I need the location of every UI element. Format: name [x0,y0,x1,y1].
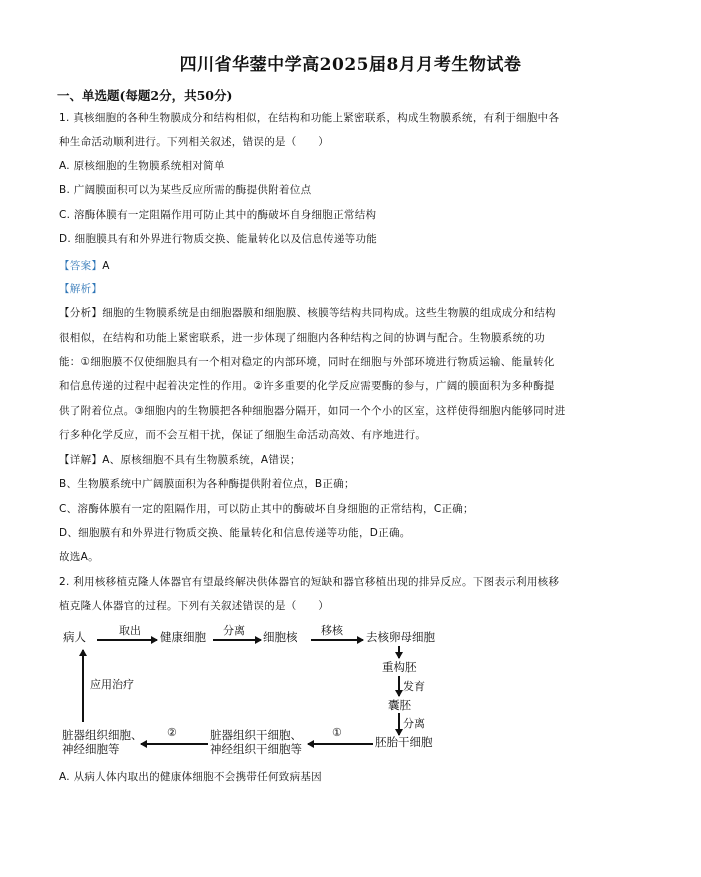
label-develop: 发育 [403,680,425,693]
arrow-step1 [308,743,373,745]
arrow-take-out [97,639,157,641]
arrow-transfer [311,639,363,641]
node-patient: 病人 [63,630,86,644]
node-organ-stem-cell: 脏器组织干细胞、 神经组织干细胞等 [210,728,302,756]
q1-option-d: D. 细胞膜具有和外界进行物质交换、能量转化以及信息传递等功能 [59,233,378,245]
label-step1: ① [332,726,342,739]
node-embryonic-stem-cell: 胚胎干细胞 [375,735,433,749]
label-step2: ② [167,726,177,739]
node-nucleus: 细胞核 [263,630,298,644]
analysis-line: 【分析】细胞的生物膜系统是由细胞器膜和细胞膜、核膜等结构共同构成。这些生物膜的组成成分和结构 [59,307,556,319]
arrow-develop [398,676,400,696]
cloning-flow-diagram [55,618,455,758]
q2-stem-line1: 2. 利用核移植克隆人体器官有望最终解决供体器官的短缺和器官移植出现的排异反应。下图表示利用核移 [59,576,560,588]
q1-option-b: B. 广阔膜面积可以为某些反应所需的酶提供附着位点 [59,184,312,196]
detail-line: B、生物膜系统中广阔膜面积为各种酶提供附着位点，B正确； [59,478,355,490]
q1-stem-line2: 种生命活动顺利进行。下列相关叙述，错误的是（ ） [59,136,329,148]
q1-conclusion: 故选A。 [59,551,99,563]
q1-stem-line1: 1. 真核细胞的各种生物膜成分和结构相似，在结构和功能上紧密联系，构成生物膜系统，有利于细胞中各 [59,112,560,124]
q2-option-a: A. 从病人体内取出的健康体细胞不会携带任何致病基因 [59,771,322,783]
section-heading: 一、单选题(每题2分，共50分) [57,88,233,103]
arrow-treatment [82,650,84,722]
arrow-to-reconstructed [398,646,400,658]
answer-value: A [102,260,110,272]
analysis-line: 能：①细胞膜不仅使细胞具有一个相对稳定的内部环境，同时在细胞与外部环境进行物质运输、能量转化 [59,356,555,368]
analysis-line: 很相似，在结构和功能上紧密联系，进一步体现了细胞内各种结构之间的协调与配合。生物膜系统的功 [59,332,545,344]
detail-line: C、溶酶体膜有一定的阻隔作用，可以防止其中的酶破坏自身细胞的正常结构，C正确； [59,503,474,515]
analysis-line: 和信息传递的过程中起着决定性的作用。②许多重要的化学反应需要酶的参与，广阔的膜面积为多种酶提 [59,380,555,392]
arrow-step2 [141,743,208,745]
analysis-line: 行多种化学反应，而不会互相干扰，保证了细胞生命活动高效、有序地进行。 [59,429,427,441]
detail-line: 【详解】A、原核细胞不具有生物膜系统，A错误； [59,454,301,466]
label-take-out: 取出 [119,624,141,637]
q1-option-c: C. 溶酶体膜有一定阻隔作用可防止其中的酶破坏自身细胞正常结构 [59,209,377,221]
label-separate: 分离 [223,624,245,637]
analysis-line: 供了附着位点。③细胞内的生物膜把各种细胞器分隔开，如同一个个小的区室，这样使得细胞内能够同时进 [59,405,566,417]
label-separate-2: 分离 [403,717,425,730]
label-treatment: 应用治疗 [90,678,134,691]
exam-title: 四川省华蓥中学高2025届8月月考生物试卷 [179,55,522,75]
detail-line: D、细胞膜有和外界进行物质交换、能量转化和信息传递等功能，D正确。 [59,527,411,539]
label-transfer: 移核 [321,624,343,637]
node-enucleated-oocyte: 去核卵母细胞 [366,630,435,644]
q1-option-a: A. 原核细胞的生物膜系统相对简单 [59,160,225,172]
node-blastocyst: 囊胚 [388,698,411,712]
arrow-separate-2 [398,713,400,735]
node-reconstructed-embryo: 重构胚 [382,660,417,674]
q1-answer [59,258,110,273]
answer-tag: 【答案】 [59,260,103,272]
arrow-separate [213,639,261,641]
node-organ-cell: 脏器组织细胞、 神经细胞等 [62,728,143,756]
node-healthy-cell: 健康细胞 [160,630,206,644]
q1-analysis-tag: 【解析】 [59,283,103,295]
q2-stem-line2: 植克隆人体器官的过程。下列有关叙述错误的是（ ） [59,600,329,612]
